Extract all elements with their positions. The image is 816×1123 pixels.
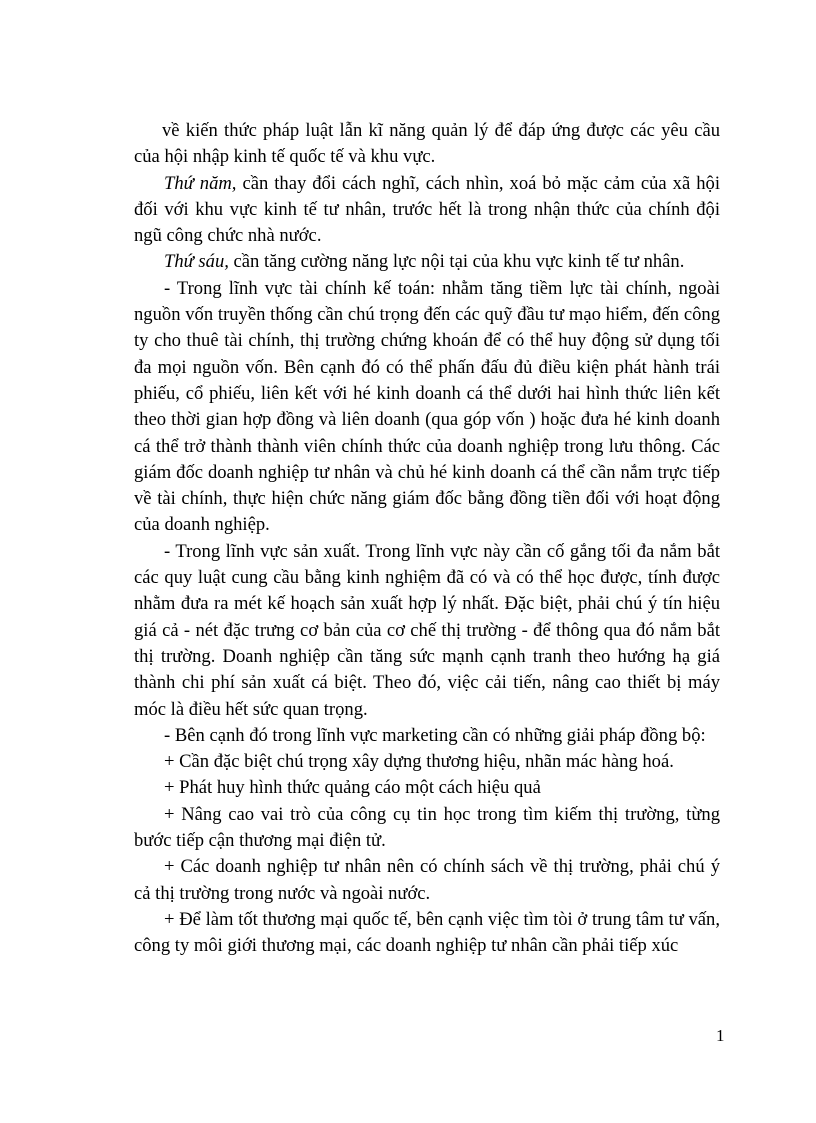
paragraph-lead: Thứ sáu,	[164, 251, 229, 273]
paragraph-continuation	[134, 118, 720, 171]
paragraph-text: + Cần đặc biệt chú trọng xây dựng thương hiệu, nhãn mác hàng hoá.	[164, 751, 674, 773]
paragraph-lead: Thứ năm,	[164, 172, 237, 194]
paragraph-text: - Bên cạnh đó trong lĩnh vực marketing cần có những giải pháp đồng bộ:	[164, 724, 706, 746]
paragraph-text: - Trong lĩnh vực sản xuất. Trong lĩnh vực này cần cố gắng tối đa nắm bắt các quy luật cung cầu bằng kinh nghiệm đã có và có thể học được, tính được nhằm đưa ra mét kế hoạch sản xuất hợp lý nhất. Đặc biệt, phải chú ý tín hiệu giá cả - nét đặc trưng cơ bản của cơ chế thị trường - để thông qua đó nắm bắt thị trường. Doanh nghiệp cần tăng sức mạnh cạnh tranh theo hướng hạ giá thành chi phí sản xuất cá biệt. Theo đó, việc cải tiến, nâng cao thiết bị máy móc là điều hết sức quan trọng.	[134, 540, 720, 720]
list-item-brand	[134, 749, 720, 775]
paragraph-text: cần thay đổi cách nghĩ, cách nhìn, xoá bỏ mặc cảm của xã hội đối với khu vực kinh tế tư nhân, trước hết là trong nhận thức của chính đội ngũ công chức nhà nước.	[134, 172, 720, 247]
document-body	[134, 118, 720, 960]
paragraph-thu-nam	[134, 171, 720, 250]
paragraph-text: + Các doanh nghiệp tư nhân nên có chính sách về thị trường, phải chú ý cả thị trường trong nước và ngoài nước.	[134, 856, 720, 904]
paragraph-text: về kiến thức pháp luật lẫn kĩ năng quản lý để đáp ứng được các yêu cầu của hội nhập kinh tế quốc tế và khu vực.	[134, 120, 720, 168]
paragraph-finance	[134, 276, 720, 539]
paragraph-text: cần tăng cường năng lực nội tại của khu vực kinh tế tư nhân.	[228, 251, 685, 273]
paragraph-text: + Phát huy hình thức quảng cáo một cách hiệu quả	[164, 777, 541, 799]
paragraph-text: + Nâng cao vai trò của công cụ tin học trong tìm kiếm thị trường, từng bước tiếp cận thương mại điện tử.	[134, 803, 720, 852]
list-item-it-tools	[134, 802, 720, 855]
paragraph-thu-sau	[134, 249, 720, 275]
paragraph-production	[134, 539, 720, 723]
paragraph-text: - Trong lĩnh vực tài chính kế toán: nhằm tăng tiềm lực tài chính, ngoài nguồn vốn truyền thống cần chú trọng đến các quỹ đầu tư mạo hiểm, đến công ty cho thuê tài chính, thị trường chứng khoán để có thể huy động sử dụng tối đa mọi nguồn vốn. Bên cạnh đó có thể phấn đấu đủ điều kiện phát hành trái phiếu, cổ phiếu, liên kết với hé kinh doanh cá thể dưới hai hình thức liên kết theo thời gian hợp đồng và liên doanh (qua góp vốn ) hoặc đưa hé kinh doanh cá thể trở thành thành viên chính thức của doanh nghiệp trong lưu thông. Các giám đốc doanh nghiệp tư nhân và chủ hé kinh doanh cá thể cần nắm trực tiếp về tài chính, thực hiện chức năng giám đốc bằng đồng tiền đối với hoạt động của doanh nghiệp.	[134, 277, 720, 536]
paragraph-text: + Để làm tốt thương mại quốc tế, bên cạnh việc tìm tòi ở trung tâm tư vấn, công ty môi giới thương mại, các doanh nghiệp tư nhân cần phải tiếp xúc	[134, 908, 720, 957]
list-item-international-trade	[134, 907, 720, 960]
list-item-advertising	[134, 775, 720, 801]
list-item-market-policy	[134, 854, 720, 907]
page-number: 1	[716, 1026, 725, 1045]
paragraph-marketing	[134, 723, 720, 749]
